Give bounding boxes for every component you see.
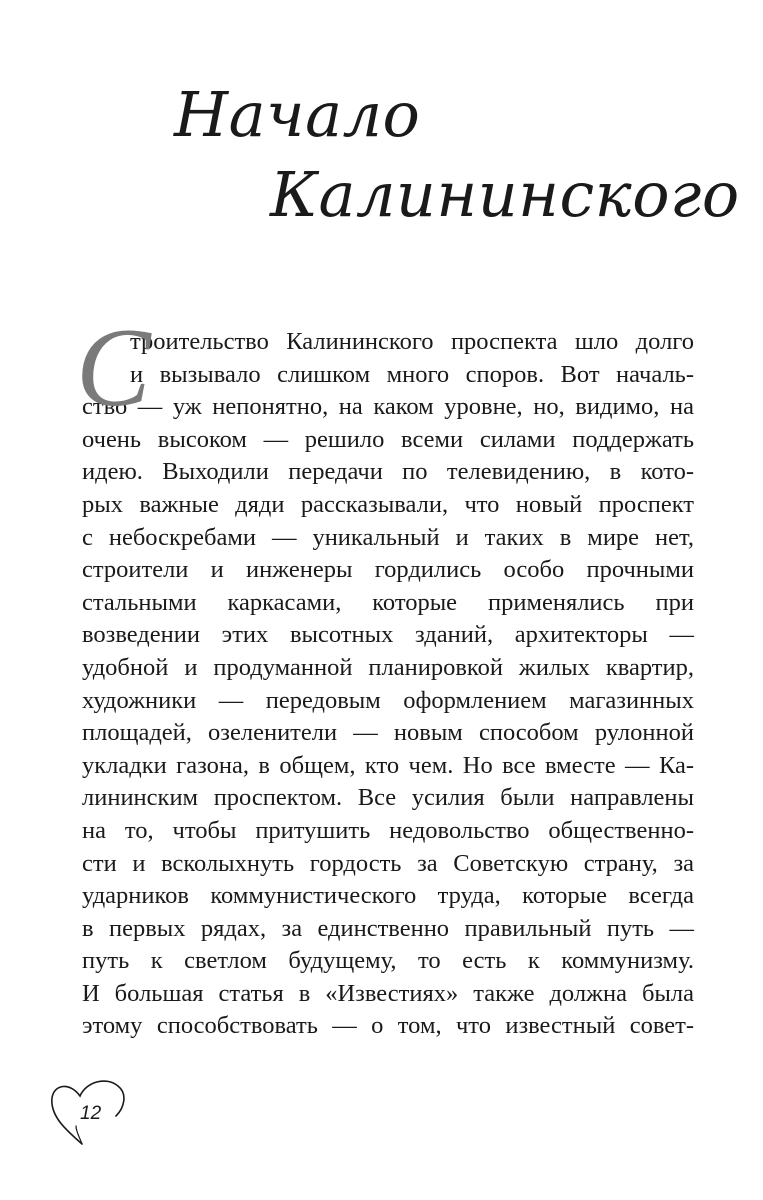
text-line-12: художники — передовым оформлением магазинных <box>82 686 694 714</box>
text-line-3: ство — уж непонятно, на каком уровне, но, видимо, на <box>82 393 694 421</box>
text-line-15: лининским проспектом. Все усилия были направлены <box>82 784 694 812</box>
text-line-7: с небоскребами — уникальный и таких в мире нет, <box>82 523 694 551</box>
text-line-5: идею. Выходили передачи по телевидению, в кото- <box>82 458 694 486</box>
text-line-17: сти и всколыхнуть гордость за Советскую страну, за <box>82 849 694 877</box>
text-line-18: ударников коммунистического труда, которые всегда <box>82 882 694 910</box>
text-line-11: удобной и продуманной планировкой жилых квартир, <box>82 653 694 681</box>
drop-cap: С <box>76 306 151 430</box>
text-line-16: на то, чтобы притушить недовольство общественно- <box>82 816 694 844</box>
text-line-2: и вызывало слишком много споров. Вот началь- <box>130 360 694 388</box>
page-number-ornament <box>46 1072 136 1152</box>
text-line-13: площадей, озеленители — новым способом рулонной <box>82 719 694 747</box>
text-line-4: очень высоком — решило всеми силами поддержать <box>82 425 694 453</box>
text-line-14: укладки газона, в общем, кто чем. Но все вместе — Ка- <box>82 751 694 779</box>
text-line-1: троительство Калининского проспекта шло долго <box>130 328 694 355</box>
page-number: 12 <box>80 1103 102 1124</box>
text-line-8: строители и инженеры гордились особо прочными <box>82 556 694 584</box>
text-line-20: путь к светлом будущему, то есть к коммунизму. <box>82 947 694 975</box>
chapter-title-line-1: Начало <box>174 78 421 151</box>
body-text <box>76 306 694 1043</box>
chapter-title-line-2: Калининского <box>270 158 740 231</box>
text-line-9: стальными каркасами, которые применялись при <box>82 588 694 616</box>
text-line-21: И большая статья в «Известиях» также должна была <box>82 979 694 1007</box>
text-line-6: рых важные дяди рассказывали, что новый проспект <box>82 490 694 518</box>
text-line-19: в первых рядах, за единственно правильный путь — <box>82 914 694 942</box>
text-line-22: этому способствовать — о том, что известный совет- <box>82 1012 694 1040</box>
text-line-10: возведении этих высотных зданий, архитекторы — <box>82 621 694 649</box>
